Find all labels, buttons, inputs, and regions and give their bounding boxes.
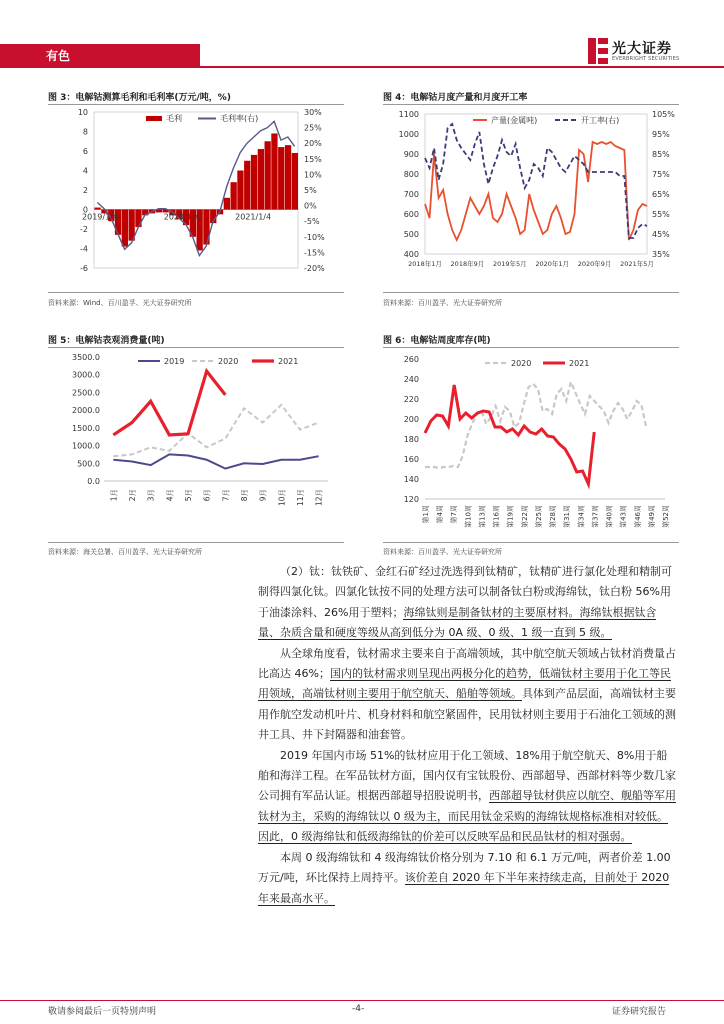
- paragraph-global-demand: 从全球角度看，钛材需求主要来自于高端领域，其中航空航天领域占钛材消费量占比高达 46%；国内的钛材需求则呈现出两极分化的趋势，低端钛材主要用于化工等民用领域，高端钛材则主要用于航空航天、船舶等领域。具体到产品层面，高端钛材主要用作航空发动机叶片、机身材料和航空紧固件，民用钛材则主要用于石油化工领域的测井工具、井下封隔器和油套管。: [258, 646, 676, 742]
- margin-bar: [285, 145, 291, 209]
- figure-4-source: 资料来源：百川盈孚、光大证券研究所: [383, 299, 502, 307]
- y-tick: 260: [403, 355, 419, 364]
- operating-rate-line: [425, 124, 647, 238]
- y-tick: 140: [403, 475, 419, 484]
- margin-bar: [135, 210, 141, 228]
- x-tick: 第49周: [647, 505, 656, 528]
- margin-bar: [122, 210, 128, 247]
- margin-bar: [237, 171, 243, 210]
- y-tick: 3000.0: [72, 370, 100, 380]
- y-tick-left: -6: [80, 264, 88, 273]
- y-tick-right: 55%: [652, 210, 670, 219]
- x-tick: 2018年1月: [408, 260, 442, 268]
- x-tick: 10月: [277, 489, 287, 507]
- x-tick: 2月: [128, 489, 137, 502]
- legend-swatch-bar: [146, 116, 162, 121]
- x-tick: 2021/1/4: [235, 212, 272, 222]
- legend-label: 2021: [278, 357, 299, 366]
- figure-6-bottom-rule: [383, 542, 679, 543]
- y-tick: 120: [403, 495, 419, 504]
- y-tick-right: 35%: [652, 250, 670, 259]
- header-rule: [0, 66, 724, 68]
- margin-bar: [95, 208, 101, 210]
- y-tick: 1500.0: [72, 423, 100, 433]
- y-tick-right: 5%: [304, 186, 317, 195]
- figure-3-source: 资料来源：Wind、百川盈孚、光大证券研究所: [48, 299, 192, 307]
- y-tick-right: 30%: [304, 108, 322, 117]
- y-tick: 200: [403, 415, 419, 424]
- x-tick: 9月: [258, 489, 268, 502]
- margin-bar: [231, 182, 237, 209]
- figure-6-source: 资料来源：百川盈孚、光大证券研究所: [383, 548, 502, 556]
- logo-subtext: EVERBRIGHT SECURITIES: [612, 56, 680, 62]
- legend-label: 毛利: [166, 114, 182, 123]
- x-tick: 第37周: [591, 505, 600, 528]
- y-tick-left: 0: [82, 205, 88, 215]
- everbright-logo-icon: [588, 38, 608, 64]
- legend-label: 毛利率(右): [220, 114, 259, 123]
- footer-rule: [0, 1000, 724, 1001]
- x-tick: 第25周: [534, 505, 543, 528]
- figure-5-title: 图 5：电解钴表观消费量(吨): [48, 336, 165, 346]
- y-tick-left: 4: [82, 166, 88, 176]
- x-tick: 第52周: [662, 505, 670, 528]
- y-tick-right: 25%: [304, 123, 322, 133]
- y-tick-right: 105%: [652, 110, 675, 119]
- figure-6-title: 图 6：电解钴周度库存(吨): [383, 336, 491, 346]
- y-tick-left: 8: [82, 127, 88, 137]
- x-tick: 第13周: [478, 505, 487, 528]
- y-tick: 0.0: [87, 477, 100, 486]
- legend-label: 2019: [164, 357, 185, 366]
- x-tick: 2020年9月: [577, 260, 612, 268]
- figure-3-chart: [48, 106, 344, 284]
- x-tick: 11月: [296, 489, 305, 507]
- y-tick-left: 10: [77, 108, 88, 117]
- legend-label: 2021: [569, 359, 590, 368]
- production-line: [425, 142, 647, 240]
- figure-4-rule: [383, 104, 679, 105]
- y-tick-right: 65%: [652, 190, 670, 199]
- y-tick-left: 500: [403, 230, 419, 239]
- x-tick: 3月: [146, 489, 156, 502]
- margin-bar: [224, 198, 230, 210]
- y-tick-right: 15%: [304, 154, 322, 164]
- consumption-line-2019: [113, 454, 318, 468]
- y-tick-left: -2: [80, 225, 88, 234]
- y-tick: 500.0: [77, 459, 100, 469]
- margin-bar: [292, 153, 298, 210]
- x-tick: 第43周: [619, 505, 628, 528]
- y-tick-right: 0%: [304, 201, 317, 211]
- x-tick: 第40周: [605, 505, 614, 528]
- x-tick: 第19周: [506, 505, 515, 528]
- x-tick: 12月: [314, 489, 324, 507]
- x-tick: 2021年5月: [620, 260, 654, 268]
- y-tick: 240: [403, 375, 419, 384]
- figure-4-bottom-rule: [383, 292, 679, 293]
- y-tick-right: 20%: [304, 139, 322, 149]
- section-tag: [0, 44, 200, 66]
- page-number: -4-: [352, 1004, 365, 1014]
- x-tick: 第1周: [422, 505, 430, 524]
- y-tick: 2500.0: [72, 388, 100, 398]
- inventory-line-2020: [425, 382, 646, 468]
- margin-bar: [244, 161, 250, 210]
- figure-5-rule: [48, 347, 344, 348]
- y-tick-right: -10%: [304, 232, 325, 242]
- y-tick-left: 6: [82, 147, 88, 156]
- margin-bar: [265, 141, 271, 209]
- legend-label: 开工率(右): [581, 116, 620, 125]
- y-tick-right: 75%: [652, 170, 670, 179]
- paragraph-titanium: （2）钛：钛铁矿、金红石矿经过洗选得到钛精矿，钛精矿进行氯化处理和精制可制得四氯化钛。四氯化钛按不同的处理方法可以制备钛白粉或海绵钛，钛白粉 56%用于油漆涂料、26%用于塑料；海绵钛则是制备钛材的主要原材料。海绵钛根据钛含量、杂质含量和硬度等级从高到低分为 0A 级、0 级、1 级一直到 5 级。: [258, 565, 672, 640]
- x-tick: 2019/1/4: [82, 212, 118, 222]
- paragraph-domestic-market: 2019 年国内市场 51%的钛材应用于化工领域、18%用于航空航天、8%用于船舶和海洋工程。在军品钛材方面，国内仅有宝钛股份、西部超导、西部材料等少数几家公司拥有军品认证。根据西部超导招股说明书，西部超导钛材供应以航空、舰船等军用钛材为主，采购的海绵钛以 0 级为主，而民用钛金采购的海绵钛规格标准相对较低。因此，0 级海绵钛和低级海绵钛的价差可以反映军品和民品钛材的相对强弱。: [258, 748, 676, 844]
- paragraph-sponge-price: 本周 0 级海绵钛和 4 级海绵钛价格分别为 7.10 和 6.1 万元/吨，两者价差 1.00 万元/吨，环比保持上周持平。该价差自 2020 年下半年来持续走高，目前处于 2020 年来最高水平。: [258, 850, 671, 905]
- x-tick: 2019年5月: [492, 260, 527, 268]
- y-tick-right: 95%: [652, 130, 670, 139]
- y-tick-right: 45%: [652, 230, 670, 239]
- legend-label: 产量(金属吨): [491, 116, 538, 125]
- plot-frame: [425, 114, 647, 254]
- margin-bar: [271, 133, 277, 209]
- x-tick: 2020年1月: [535, 260, 570, 268]
- y-tick-left: 1000: [398, 130, 419, 139]
- x-tick: 第7周: [450, 505, 459, 524]
- margin-bar: [251, 155, 257, 210]
- y-tick-left: -4: [80, 244, 88, 254]
- y-tick-right: 85%: [652, 150, 670, 159]
- x-tick: 1月: [109, 489, 119, 502]
- consumption-line-2021: [113, 371, 225, 435]
- figure-5-bottom-rule: [48, 542, 344, 543]
- y-tick-left: 900: [403, 150, 419, 159]
- figure-4-title: 图 4：电解钴月度产量和月度开工率: [383, 93, 528, 103]
- x-tick: 第46周: [633, 505, 642, 528]
- y-tick-left: 600: [403, 210, 419, 219]
- x-tick: 8月: [240, 489, 249, 502]
- figure-3-bottom-rule: [48, 292, 344, 293]
- y-tick: 160: [403, 455, 419, 464]
- margin-bar: [278, 147, 284, 209]
- x-tick: 第34周: [577, 505, 586, 528]
- y-tick: 3500.0: [72, 353, 100, 362]
- legend-label: 2020: [511, 359, 532, 368]
- x-tick: 2018年9月: [450, 260, 485, 268]
- x-tick: 6月: [202, 489, 212, 502]
- figure-6-rule: [383, 347, 679, 348]
- legend-label: 2020: [218, 357, 239, 366]
- figure-6-chart: [383, 349, 679, 539]
- y-tick: 2000.0: [72, 406, 100, 416]
- figure-3-rule: [48, 104, 344, 105]
- figure-5-chart: [48, 349, 344, 539]
- y-tick-right: -15%: [304, 248, 325, 258]
- y-tick-left: 1100: [398, 110, 419, 119]
- figure-3-title: 图 3：电解钴测算毛利和毛利率(万元/吨，%): [48, 93, 231, 103]
- y-tick-left: 400: [403, 250, 419, 259]
- x-tick: 2020/1/4: [163, 212, 200, 222]
- y-tick: 1000.0: [72, 441, 100, 451]
- logo: [588, 38, 688, 66]
- y-tick: 180: [403, 435, 419, 444]
- y-tick-right: 10%: [304, 170, 322, 180]
- x-tick: 第28周: [549, 505, 558, 528]
- figure-5-source: 资料来源：海关总署、百川盈孚、光大证券研究所: [48, 548, 202, 556]
- body-text: [258, 562, 678, 909]
- x-tick: 第22周: [520, 505, 529, 528]
- x-tick: 第4周: [436, 505, 445, 524]
- logo-text: 光大证券: [612, 41, 672, 57]
- x-tick: 7月: [221, 489, 231, 502]
- margin-bar: [258, 149, 264, 209]
- y-tick-right: -20%: [304, 264, 325, 273]
- y-tick-left: 800: [403, 170, 419, 179]
- x-tick: 5月: [184, 489, 193, 502]
- x-tick: 第31周: [563, 505, 572, 528]
- x-tick: 第10周: [464, 505, 473, 528]
- x-tick: 4月: [165, 489, 175, 502]
- footer-report-type: 证券研究报告: [612, 1007, 667, 1017]
- y-tick-right: -5%: [304, 217, 320, 227]
- x-tick: 第16周: [492, 505, 501, 528]
- y-tick-left: 700: [403, 190, 419, 199]
- inventory-line-2021: [425, 385, 594, 484]
- figure-4-chart: [383, 106, 679, 284]
- y-tick: 220: [403, 395, 419, 404]
- section-label: 有色: [46, 49, 71, 63]
- y-tick-left: 2: [82, 186, 88, 195]
- consumption-line-2020: [113, 405, 318, 456]
- footer-disclaimer: 敬请参阅最后一页特别声明: [48, 1007, 157, 1017]
